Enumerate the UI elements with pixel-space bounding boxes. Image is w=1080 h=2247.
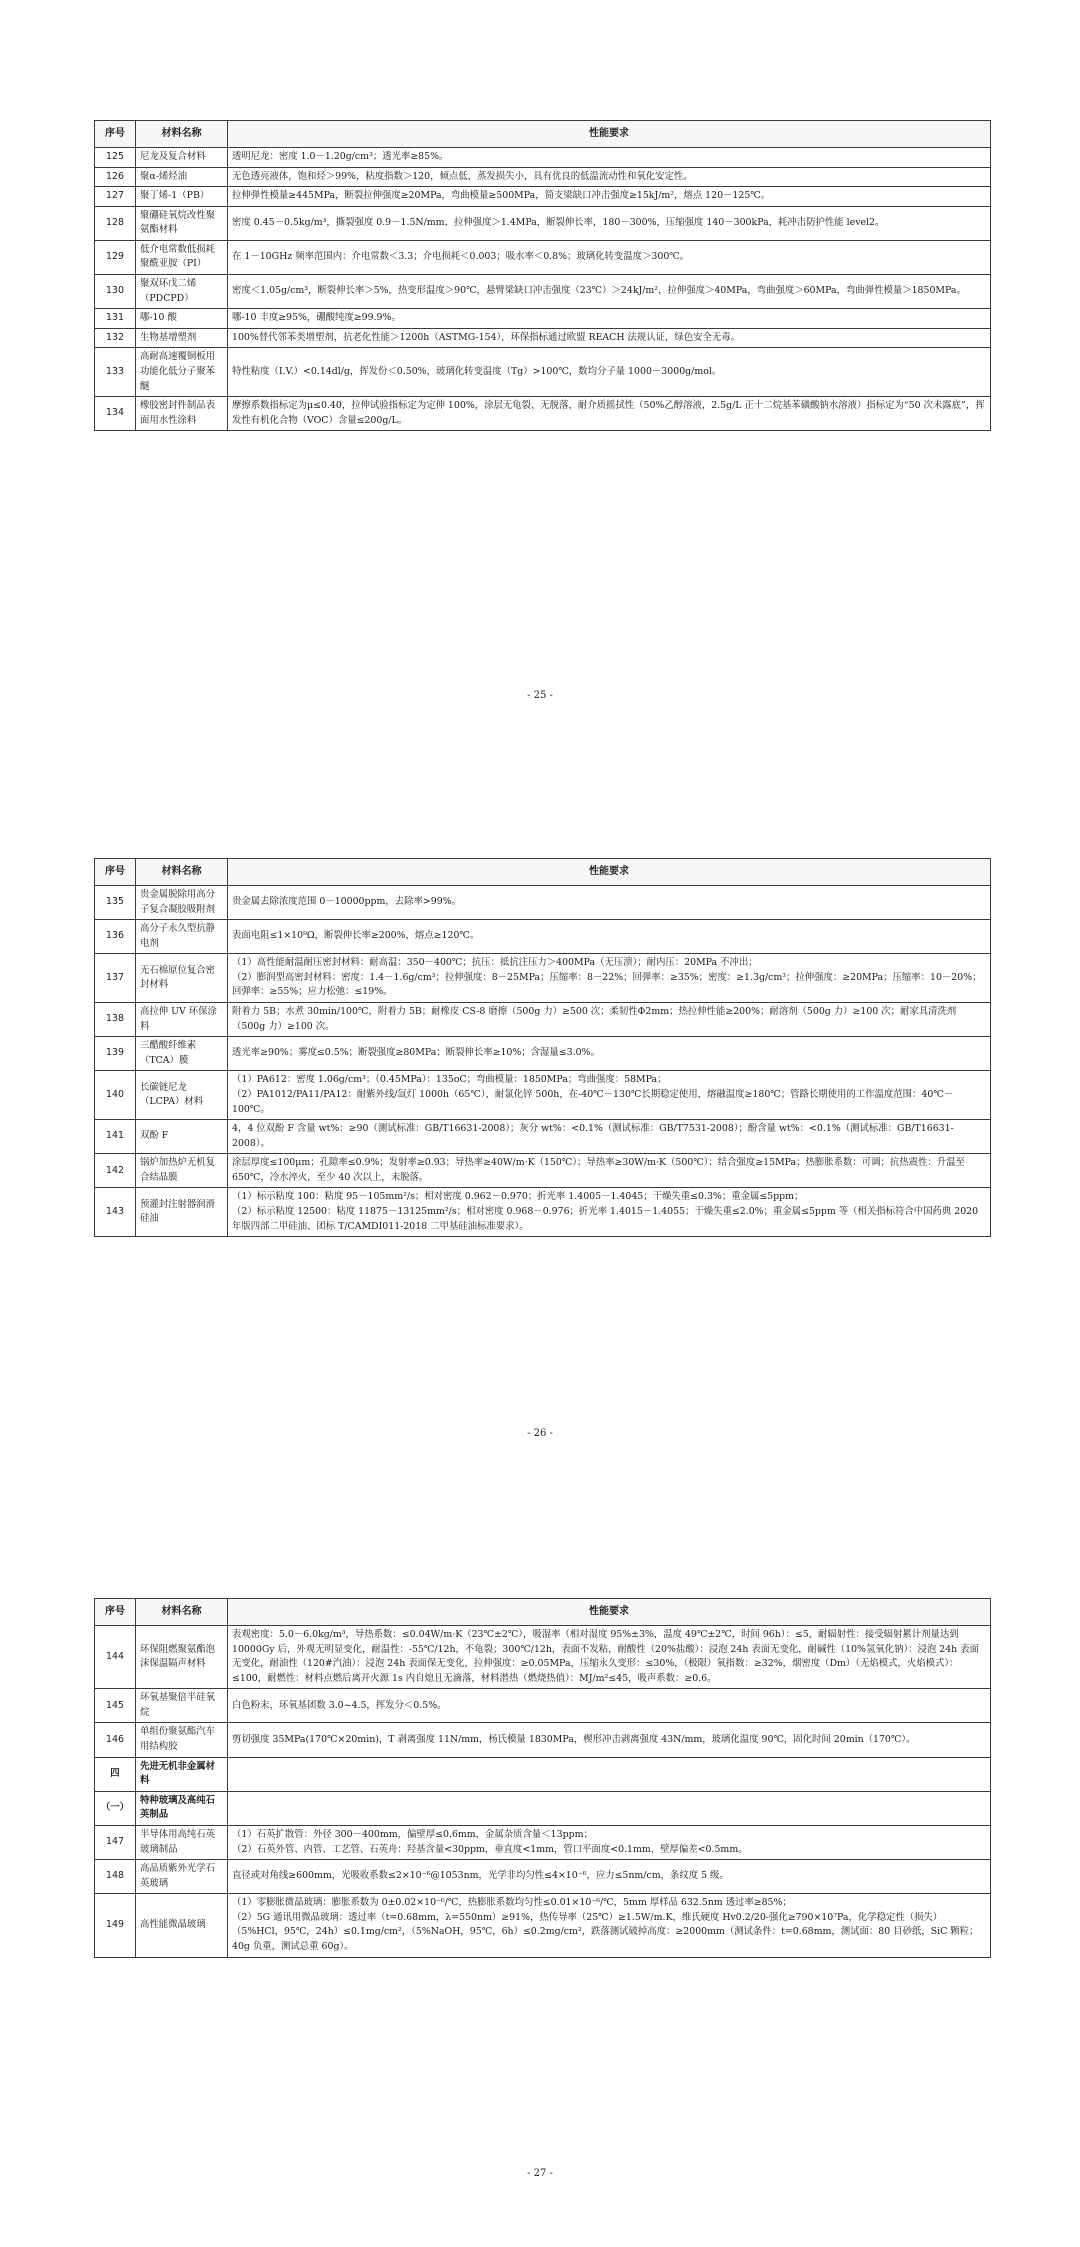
table-row bbox=[95, 1188, 991, 1237]
table-row bbox=[95, 148, 991, 168]
material-name: 聚α-烯烃油 bbox=[136, 167, 228, 187]
table-row bbox=[95, 886, 991, 920]
table-header-row bbox=[95, 859, 991, 886]
material-name: 高性能微晶玻璃 bbox=[136, 1894, 228, 1957]
requirements-table-page-26 bbox=[94, 858, 991, 1237]
page-number: - 26 - bbox=[527, 1428, 553, 1439]
material-name: 预灌封注射器润滑硅油 bbox=[136, 1188, 228, 1237]
performance-requirement: （1）石英扩散管：外径 300－400mm，偏壁厚≤0.6mm，金属杂质含量＜13ppm； （2）石英外管、内管、工艺管、石英舟：羟基含量<30ppm，垂直度<1mm，管口平面度<0.1mm，壁厚偏差<0.5mm。 bbox=[228, 1825, 991, 1859]
performance-requirement: 附着力 5B；水煮 30min/100℃，附着力 5B；耐橡皮 CS-8 磨擦（500g 力）≥500 次；柔韧性Φ2mm；热拉伸性能≥200%；耐溶剂（500g 力）≥100 次；耐家具清洗剂（500g 力）≥100 次。 bbox=[228, 1003, 991, 1037]
table-header-row bbox=[95, 1599, 991, 1626]
material-name: 长碳链尼龙（LCPA）材料 bbox=[136, 1071, 228, 1120]
row-number: 143 bbox=[95, 1188, 136, 1237]
material-name: 贵金属脱除用高分子复合凝胶吸附剂 bbox=[136, 886, 228, 920]
header-req: 性能要求 bbox=[228, 121, 991, 148]
row-number: 132 bbox=[95, 328, 136, 348]
material-name: 先进无机非金属材料 bbox=[136, 1757, 228, 1791]
performance-requirement: 拉伸弹性模量≥445MPa，断裂拉伸强度≥20MPa，弯曲模量≥500MPa，简支梁缺口冲击强度≥15kJ/m²，熔点 120－125℃。 bbox=[228, 187, 991, 207]
table-row bbox=[95, 1723, 991, 1757]
row-number: 130 bbox=[95, 275, 136, 309]
row-number: 146 bbox=[95, 1723, 136, 1757]
material-name: 生物基增塑剂 bbox=[136, 328, 228, 348]
material-name: 无石棉原位复合密封材料 bbox=[136, 954, 228, 1003]
table-row bbox=[95, 206, 991, 240]
header-req: 性能要求 bbox=[228, 1599, 991, 1626]
section-row bbox=[95, 1757, 991, 1791]
performance-requirement: 无色透亮液体，饱和烃＞99%，粘度指数＞120，倾点低，蒸发损失小，具有优良的低温流动性和氧化安定性。 bbox=[228, 167, 991, 187]
row-number: 147 bbox=[95, 1825, 136, 1859]
row-number: 128 bbox=[95, 206, 136, 240]
performance-requirement: 剪切强度 35MPa(170℃×20min)，T 剥离强度 11N/mm，杨氏模量 1830MPa，楔形冲击剥离强度 43N/mm，玻璃化温度 90℃，固化时间 20min（170℃）。 bbox=[228, 1723, 991, 1757]
performance-requirement: 摩擦系数指标定为μ≤0.40，拉伸试验指标定为定伸 100%，涂层无龟裂、无脱落，耐介质摇拭性（50%乙醇溶液，2.5g/L 正十二烷基苯磺酸钠水溶液）指标定为“50 次未露底”，挥发性有机化合物（VOC）含量≤200g/L。 bbox=[228, 397, 991, 431]
performance-requirement: （1）零膨胀微晶玻璃：膨胀系数为 0±0.02×10⁻⁶/℃，热膨胀系数均匀性≤0.01×10⁻⁶/℃，5mm 厚样品 632.5nm 透过率≥85%； （2）5G 通讯用微晶玻璃：透过率（t=0.68mm，λ=550nm）≥91%，热传导率（25℃）≥1.5W/m.K，维氏硬度 Hv0.2/20-强化≥790×10⁷Pa，化学稳定性（损失）（5%HCl，95℃，24h）≤0.1mg/cm²，（5%NaOH，95℃，6h）≤0.2mg/cm²，跌落测试破掉高度：≥2000mm（测试条件：t=0.68mm，测试面：80 目砂纸，SiC 颗粒；40g 负重，测试总重 60g）。 bbox=[228, 1894, 991, 1957]
page-number: - 27 - bbox=[527, 2168, 553, 2179]
header-name: 材料名称 bbox=[136, 1599, 228, 1626]
row-number: 四 bbox=[95, 1757, 136, 1791]
performance-requirement: 表面电阻≤1×10⁹Ω，断裂伸长率≥200%，熔点≥120℃。 bbox=[228, 920, 991, 954]
performance-requirement: 透明尼龙：密度 1.0－1.20g/cm³；透光率≥85%。 bbox=[228, 148, 991, 168]
row-number: 148 bbox=[95, 1860, 136, 1894]
table-row bbox=[95, 328, 991, 348]
row-number: 127 bbox=[95, 187, 136, 207]
table-row bbox=[95, 1037, 991, 1071]
material-name: 高分子永久型抗静电剂 bbox=[136, 920, 228, 954]
material-name: 环保阻燃聚氨酯泡沫保温隔声材料 bbox=[136, 1626, 228, 1689]
row-number: 126 bbox=[95, 167, 136, 187]
header-no: 序号 bbox=[95, 859, 136, 886]
performance-requirement: 贵金属去除浓度范围 0－10000ppm，去除率>99%。 bbox=[228, 886, 991, 920]
row-number: 137 bbox=[95, 954, 136, 1003]
table-row bbox=[95, 167, 991, 187]
table-row bbox=[95, 1120, 991, 1154]
table-row bbox=[95, 1154, 991, 1188]
row-number: 134 bbox=[95, 397, 136, 431]
row-number: 141 bbox=[95, 1120, 136, 1154]
performance-requirement: 4，4 位双酚 F 含量 wt%：≥90（测试标准：GB/T16631-2008）；灰分 wt%：<0.1%（测试标准：GB/T7531-2008）；酚含量 wt%：<0.1%（测试标准：GB/T16631-2008）。 bbox=[228, 1120, 991, 1154]
table-row bbox=[95, 240, 991, 274]
performance-requirement: 在 1－10GHz 频率范围内：介电常数＜3.3；介电损耗＜0.003；吸水率＜0.8%；玻璃化转变温度＞300℃。 bbox=[228, 240, 991, 274]
material-name: 锅炉加热炉无机复合结晶膜 bbox=[136, 1154, 228, 1188]
requirements-table-page-27 bbox=[94, 1598, 991, 1958]
row-number: 136 bbox=[95, 920, 136, 954]
row-number: 131 bbox=[95, 309, 136, 329]
performance-requirement: 直径或对角线≥600mm，光吸收系数≤2×10⁻⁶@1053nm，光学非均匀性≤4×10⁻⁶，应力≤5nm/cm，条纹度 5 级。 bbox=[228, 1860, 991, 1894]
row-number: 135 bbox=[95, 886, 136, 920]
performance-requirement bbox=[228, 1791, 991, 1825]
row-number: 125 bbox=[95, 148, 136, 168]
material-name: 高品质紫外光学石英玻璃 bbox=[136, 1860, 228, 1894]
table-row bbox=[95, 1689, 991, 1723]
row-number: 129 bbox=[95, 240, 136, 274]
header-no: 序号 bbox=[95, 1599, 136, 1626]
table-row bbox=[95, 954, 991, 1003]
table-row bbox=[95, 309, 991, 329]
row-number: 144 bbox=[95, 1626, 136, 1689]
material-name: 环氧基聚倍半硅氧烷 bbox=[136, 1689, 228, 1723]
table-row bbox=[95, 920, 991, 954]
material-name: 三醋酸纤维素（TCA）膜 bbox=[136, 1037, 228, 1071]
performance-requirement: 密度＜1.05g/cm³，断裂伸长率＞5%，热变形温度＞90℃，悬臂梁缺口冲击强度（23℃）＞24kJ/m²，拉伸强度＞40MPa，弯曲强度＞60MPa，弯曲弹性模量＞1850MPa。 bbox=[228, 275, 991, 309]
performance-requirement: 白色粉末，环氧基团数 3.0~4.5，挥发分＜0.5%。 bbox=[228, 1689, 991, 1723]
material-name: 尼龙及复合材料 bbox=[136, 148, 228, 168]
table-body bbox=[95, 1626, 991, 1958]
table-row bbox=[95, 397, 991, 431]
performance-requirement: （1）PA612：密度 1.06g/cm³；（0.45MPa）：135oC；弯曲模量：1850MPa；弯曲强度：58MPa； （2）PA1012/PA11/PA12：耐紫外线/氙灯 1000h（65℃），耐氯化锌 500h，在-40℃－130℃长期稳定使用，熔融温度≥180℃；管路长期使用的工作温度范围：40℃－100℃。 bbox=[228, 1071, 991, 1120]
performance-requirement: 密度 0.45－0.5kg/m³，撕裂强度 0.9－1.5N/mm，拉伸强度＞1.4MPa，断裂伸长率，180－300%，压缩强度 140－300kPa，耗冲击防护性能 level2。 bbox=[228, 206, 991, 240]
table-body bbox=[95, 886, 991, 1237]
table-row bbox=[95, 348, 991, 397]
row-number: 145 bbox=[95, 1689, 136, 1723]
table-body bbox=[95, 148, 991, 431]
performance-requirement: （1）高性能耐温耐压密封材料：耐高温：350－400℃；抗压：抵抗注压力＞400MPa（无压溃）；耐内压：20MPa 不冲出； （2）膨润型高密封材料：密度：1.4－1.6g/cm³；拉伸强度：8－25MPa；压缩率：8－22%；回弹率：≥35%；密度：≥1.3g/cm³；拉伸强度：≥20MPa；压缩率：10－20%；回弹率：≥55%；应力松弛：≤19%。 bbox=[228, 954, 991, 1003]
material-name: 半导体用高纯石英玻璃制品 bbox=[136, 1825, 228, 1859]
row-number: 138 bbox=[95, 1003, 136, 1037]
row-number: 149 bbox=[95, 1894, 136, 1957]
table-row bbox=[95, 1894, 991, 1957]
material-name: 低介电常数低损耗聚酰亚胺（PI） bbox=[136, 240, 228, 274]
table-row bbox=[95, 275, 991, 309]
performance-requirement: 特性粘度（I.V.）<0.14dl/g，挥发份＜0.50%，玻璃化转变温度（Tg）>100℃，数均分子量 1000－3000g/mol。 bbox=[228, 348, 991, 397]
performance-requirement: 100%替代邻苯类增塑剂，抗老化性能＞1200h（ASTMG-154），环保指标通过欧盟 REACH 法规认证，绿色安全无毒。 bbox=[228, 328, 991, 348]
material-name: 特种玻璃及高纯石英制品 bbox=[136, 1791, 228, 1825]
header-no: 序号 bbox=[95, 121, 136, 148]
row-number: 140 bbox=[95, 1071, 136, 1120]
table-row bbox=[95, 1003, 991, 1037]
requirements-table-page-25 bbox=[94, 120, 991, 431]
header-req: 性能要求 bbox=[228, 859, 991, 886]
table-row bbox=[95, 1825, 991, 1859]
material-name: 单组份聚氨酯汽车用结构胶 bbox=[136, 1723, 228, 1757]
material-name: 双酚 F bbox=[136, 1120, 228, 1154]
header-name: 材料名称 bbox=[136, 859, 228, 886]
material-name: 聚丁烯-1（PB） bbox=[136, 187, 228, 207]
material-name: 聚硼硅氧烷改性聚氨酯材料 bbox=[136, 206, 228, 240]
table-row bbox=[95, 1860, 991, 1894]
performance-requirement: 涂层厚度≤100μm；孔隙率≤0.9%；发射率≥0.93；导热率≥40W/m·K（150℃）；导热率≥30W/m·K（500℃）；结合强度≥15MPa；热膨胀系数：可调；抗热震性：升温至 650℃，冷水淬火，至少 40 次以上，未脱落。 bbox=[228, 1154, 991, 1188]
section-row bbox=[95, 1791, 991, 1825]
header-name: 材料名称 bbox=[136, 121, 228, 148]
performance-requirement: 哪-10 丰度≥95%，硼酸纯度≥99.9%。 bbox=[228, 309, 991, 329]
row-number: 133 bbox=[95, 348, 136, 397]
material-name: 高拉伸 UV 环保涂料 bbox=[136, 1003, 228, 1037]
table-row bbox=[95, 1071, 991, 1120]
row-number: （一） bbox=[95, 1791, 136, 1825]
material-name: 橡胶密封件制品表面用水性涂料 bbox=[136, 397, 228, 431]
table-row bbox=[95, 1626, 991, 1689]
row-number: 139 bbox=[95, 1037, 136, 1071]
performance-requirement: 表观密度：5.0－6.0kg/m³，导热系数：≤0.04W/m·K（23℃±2℃），吸湿率（相对湿度 95%±3%，温度 49℃±2℃，时间 96h）：≤5，耐辐射性：接受辐射累计剂量达到 10000Gy 后，外观无明显变化，耐温性：-55℃/12h，不龟裂；300℃/12h，表面不发粘，耐酸性（20%盐酸）：浸泡 24h 表面无变化，耐碱性（10%氢氧化钠）：浸泡 24h 表面无变化，耐油性（120#汽油）：浸泡 24h 表面保无变化，拉伸强度：≥0.05MPa，压缩永久变形：≤30%，（极限）氧指数：≥32%，烟密度（Dm）（无焰模式，火焰模式）：≤100，耐燃性：材料点燃后离开火源 1s 内自熄且无滴落，材料潜热（燃烧热值）：MJ/m²≤45，吸声系数：≥0.6。 bbox=[228, 1626, 991, 1689]
table-row bbox=[95, 187, 991, 207]
material-name: 高耐高速覆铜板用功能化低分子聚苯醚 bbox=[136, 348, 228, 397]
table-header-row bbox=[95, 121, 991, 148]
performance-requirement bbox=[228, 1757, 991, 1791]
performance-requirement: 透光率≥90%；雾度≤0.5%；断裂强度≥80MPa；断裂伸长率≥10%；含湿量≤3.0%。 bbox=[228, 1037, 991, 1071]
row-number: 142 bbox=[95, 1154, 136, 1188]
material-name: 哪-10 酸 bbox=[136, 309, 228, 329]
performance-requirement: （1）标示粘度 100：粘度 95－105mm²/s；相对密度 0.962－0.970；折光率 1.4005－1.4045；干燥失重≤0.3%；重金属≤5ppm； （2）标示粘度 12500：粘度 11875－13125mm²/s；相对密度 0.968－0.976；折光率 1.4015－1.4055；干燥失重≤2.0%；重金属≤5ppm 等（相关指标符合中国药典 2020 年版四部二甲硅油、团标 T/CAMDI011-2018 二甲基硅油标准要求）。 bbox=[228, 1188, 991, 1237]
material-name: 聚双环戊二烯（PDCPD） bbox=[136, 275, 228, 309]
page-number: - 25 - bbox=[527, 690, 553, 701]
